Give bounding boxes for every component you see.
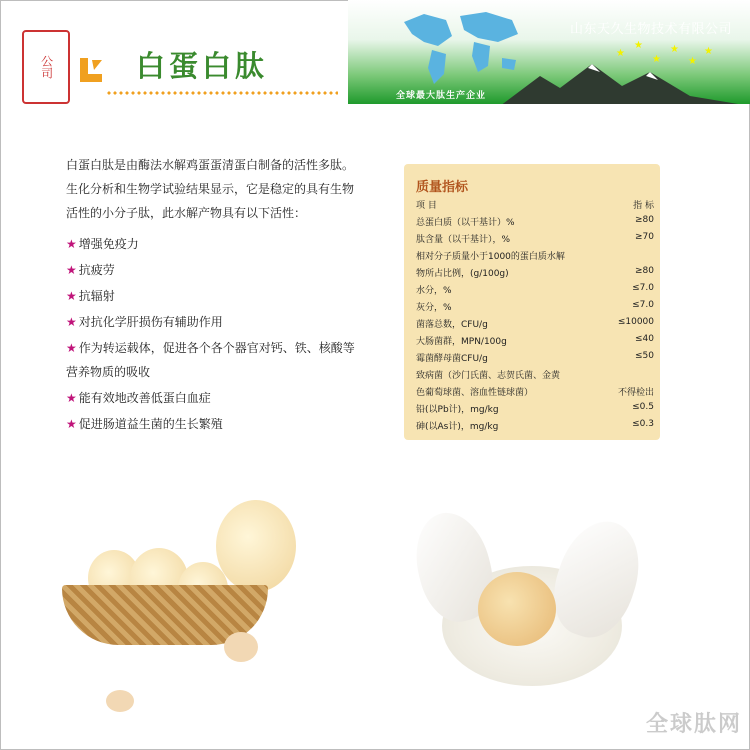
quality-row [416, 232, 654, 245]
quality-item: 大肠菌群，MPN/100g [416, 337, 507, 347]
quality-row [416, 300, 654, 313]
activity-item [66, 258, 356, 282]
activity-item [66, 310, 356, 334]
activity-text: 对抗化学肝损伤有辅助作用 [78, 315, 223, 329]
activity-item [66, 386, 356, 410]
quality-item: 铅(以Pb计)，mg/kg [416, 405, 499, 415]
star-bullet-icon: ★ [66, 237, 77, 251]
quality-item: 项 目 [416, 201, 437, 211]
activity-item [66, 232, 356, 256]
star-bullet-icon: ★ [66, 289, 77, 303]
star-icon: ★ [616, 48, 625, 59]
star-bullet-icon: ★ [66, 391, 77, 405]
quality-row [416, 402, 654, 415]
quality-row [416, 334, 654, 347]
intro-paragraph: 白蛋白肽是由酶法水解鸡蛋蛋清蛋白制备的活性多肽。生化分析和生物学试验结果显示，它是稳定的具有生物活性的小分子肽，此水解产物具有以下活性： [66, 158, 355, 220]
banner-slogan: 全球最大肽生产企业 [396, 91, 487, 101]
watermark: 全球肽网 [645, 712, 742, 737]
quality-value: ≤50 [635, 351, 654, 361]
quality-item: 物所占比例，(g/100g) [416, 269, 509, 279]
star-icon: ★ [652, 54, 661, 65]
activity-text: 抗疲劳 [78, 263, 115, 277]
quality-value: ≤7.0 [632, 283, 654, 293]
quality-table-title: 质量指标 [416, 180, 469, 195]
quality-row [416, 249, 654, 262]
star-icon: ★ [688, 56, 697, 67]
quality-item: 致病菌（沙门氏菌、志贺氏菌、金黄 [416, 371, 561, 381]
company-name: 山东天久生物技术有限公司 [569, 22, 732, 37]
quality-row [416, 266, 654, 279]
quality-value: 不得检出 [617, 388, 654, 398]
quality-row [416, 317, 654, 330]
quality-item: 菌落总数，CFU/g [416, 320, 488, 330]
quality-item: 色葡萄球菌、溶血性链球菌） [416, 388, 534, 398]
star-bullet-icon: ★ [66, 315, 77, 329]
page-title: 白蛋白肽 [136, 49, 269, 83]
activity-text: 抗辐射 [78, 289, 115, 303]
title-divider [106, 91, 338, 95]
star-bullet-icon: ★ [66, 263, 77, 277]
activity-text: 增强免疫力 [78, 237, 139, 251]
quality-row [416, 368, 654, 381]
star-icon: ★ [634, 40, 643, 51]
activity-item [66, 412, 356, 436]
quality-item: 砷(以As计)，mg/kg [416, 422, 499, 432]
activity-list [66, 232, 356, 438]
quality-row [416, 215, 654, 228]
quality-value: ≤0.3 [632, 419, 654, 429]
activity-item [66, 284, 356, 308]
quality-value: ≥70 [635, 232, 654, 242]
quality-table [404, 164, 660, 440]
quality-value: ≥80 [635, 266, 654, 276]
header-banner [348, 0, 750, 104]
star-bullet-icon: ★ [66, 341, 77, 355]
quality-value: ≥80 [635, 215, 654, 225]
seal-text: 公司 [39, 55, 54, 79]
activity-text: 促进肠道益生菌的生长繁殖 [78, 417, 223, 431]
quality-row [416, 419, 654, 432]
quality-item: 肽含量（以干基计），% [416, 235, 511, 245]
quality-item: 霉菌酵母菌CFU/g [416, 354, 488, 364]
quality-value: ≤10000 [617, 317, 654, 327]
quality-value: ≤0.5 [632, 402, 654, 412]
quality-value: 指 标 [633, 201, 654, 211]
quality-row [416, 385, 654, 398]
quality-item: 水分，% [416, 286, 452, 296]
quality-item: 相对分子质量小于1000的蛋白质水解 [416, 252, 565, 262]
star-bullet-icon: ★ [66, 417, 77, 431]
star-icon: ★ [670, 44, 679, 55]
quality-row [416, 351, 654, 364]
seal-logo [22, 30, 70, 104]
quality-item: 总蛋白质（以干基计）% [416, 218, 515, 228]
activity-text: 作为转运载体，促进各个各个器官对钙、铁、核酸等营养物质的吸收 [66, 341, 355, 379]
brand-mark-icon [76, 56, 106, 86]
star-icon: ★ [704, 46, 713, 57]
activity-item [66, 336, 356, 384]
quality-row [416, 198, 654, 211]
quality-item: 灰分，% [416, 303, 452, 313]
quality-value: ≤7.0 [632, 300, 654, 310]
quality-row [416, 283, 654, 296]
quality-value: ≤40 [635, 334, 654, 344]
activity-text: 能有效地改善低蛋白血症 [78, 391, 211, 405]
